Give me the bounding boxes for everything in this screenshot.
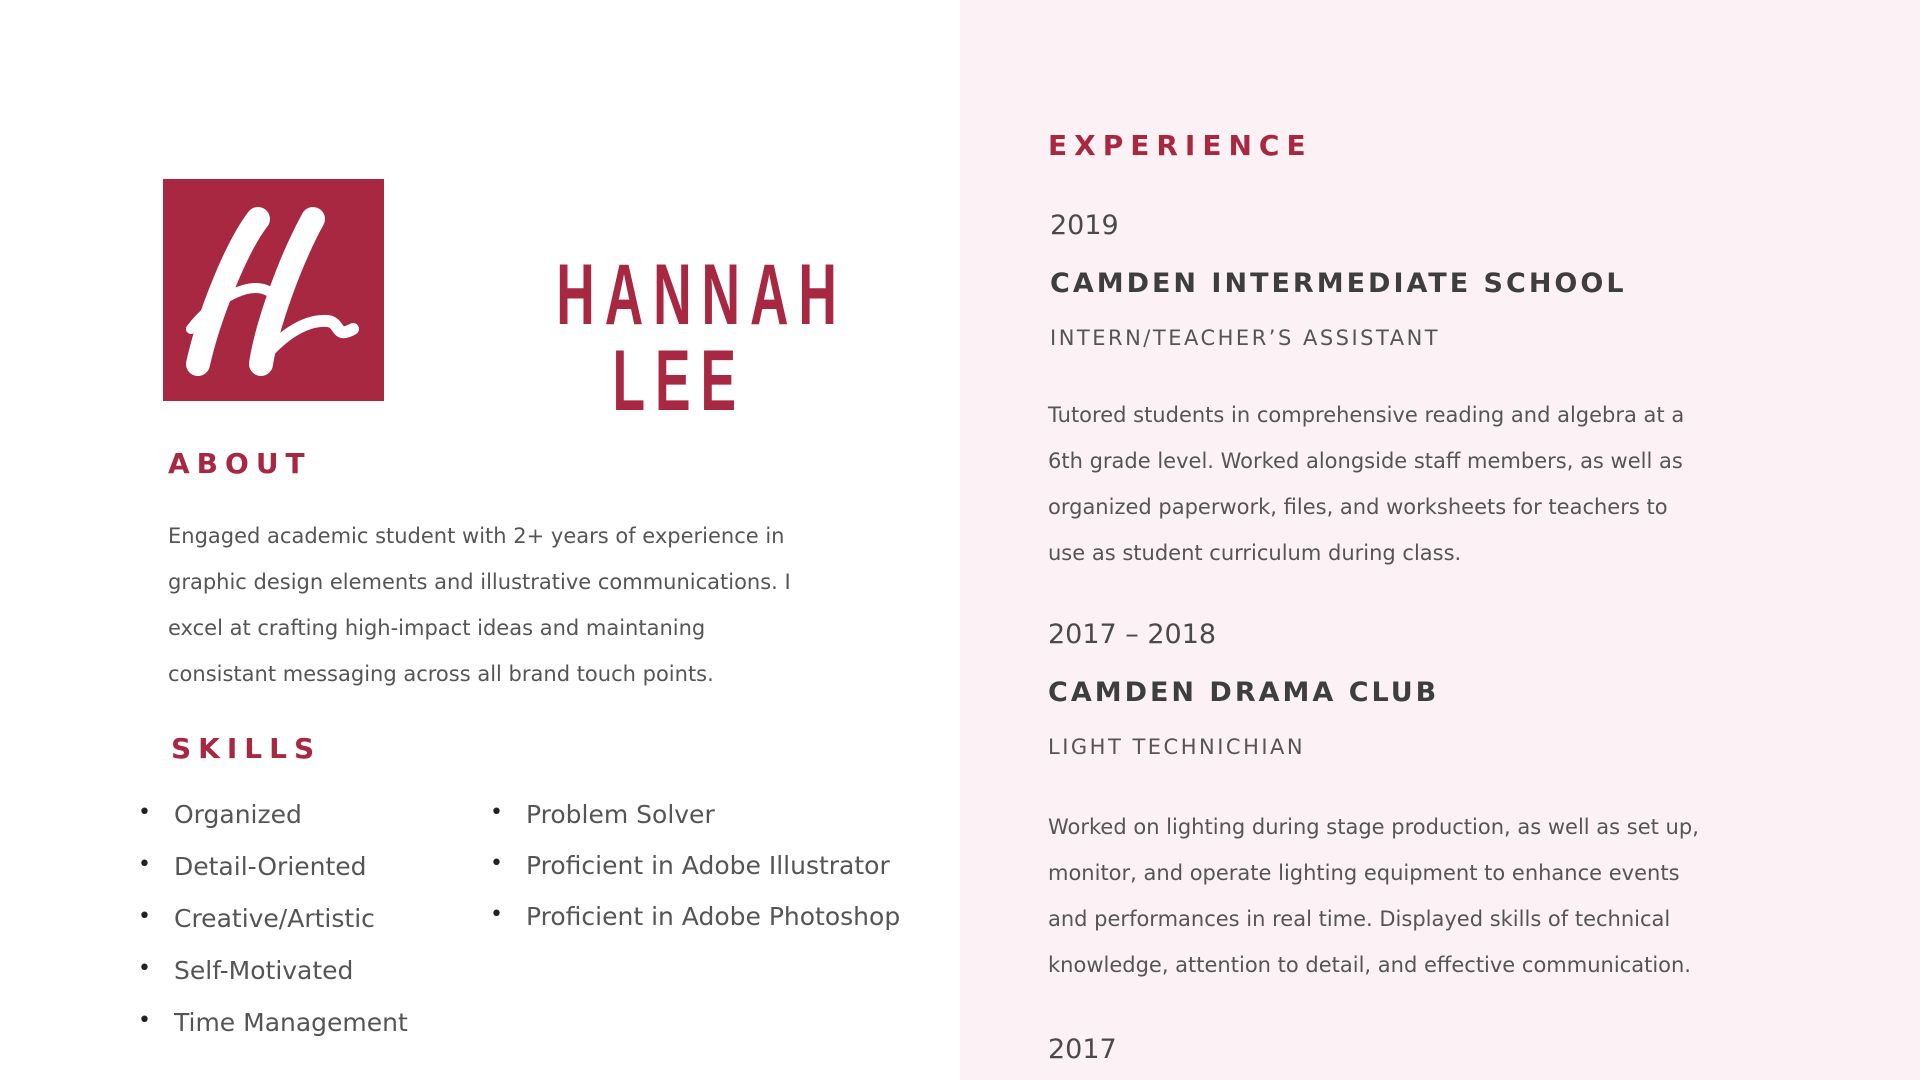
experience-year: 2019 <box>1050 210 1119 241</box>
bullet-icon: • <box>490 902 503 927</box>
about-line: graphic design elements and illustrative communications. I <box>168 570 791 594</box>
experience-role: INTERN/TEACHER’S ASSISTANT <box>1050 326 1441 350</box>
skill-item: • Proficient in Adobe Illustrator <box>490 851 890 880</box>
description-line: monitor, and operate lighting equipment to enhance events <box>1048 861 1680 885</box>
description-line: organized paperwork, files, and worksheets for teachers to <box>1048 495 1668 519</box>
bullet-icon: • <box>490 851 503 876</box>
about-line: consistant messaging across all brand touch points. <box>168 662 714 686</box>
description-line: use as student curriculum during class. <box>1048 541 1462 565</box>
experience-description <box>1048 804 1768 988</box>
name-last: LEE <box>612 333 746 429</box>
skill-item: • Detail-Oriented <box>138 852 367 881</box>
description-line: and performances in real time. Displayed skills of technical <box>1048 907 1671 931</box>
script-h-monogram-icon <box>163 179 384 401</box>
name-first: HANNAH <box>556 247 847 343</box>
experience-organization: CAMDEN INTERMEDIATE SCHOOL <box>1050 268 1627 299</box>
logo-mark <box>163 179 384 401</box>
bullet-icon: • <box>138 1008 151 1033</box>
skill-item: • Creative/Artistic <box>138 904 375 933</box>
about-line: excel at crafting high-impact ideas and maintaning <box>168 616 706 640</box>
candidate-name <box>556 247 847 429</box>
bullet-icon: • <box>138 800 151 825</box>
skill-item: • Self-Motivated <box>138 956 354 985</box>
bullet-icon: • <box>490 800 503 825</box>
experience-description <box>1048 392 1768 576</box>
skill-item: • Proficient in Adobe Photoshop <box>490 902 901 931</box>
description-line: Tutored students in comprehensive reading and algebra at a <box>1048 403 1685 427</box>
about-line: Engaged academic student with 2+ years of experience in <box>168 524 785 548</box>
experience-role: LIGHT TECHNICHIAN <box>1048 735 1306 759</box>
description-line: knowledge, attention to detail, and effective communication. <box>1048 953 1691 977</box>
experience-organization: CAMDEN DRAMA CLUB <box>1048 677 1440 708</box>
experience-year: 2017 <box>1048 1034 1117 1065</box>
bullet-icon: • <box>138 956 151 981</box>
experience-year: 2017 – 2018 <box>1048 619 1217 650</box>
skill-item: • Time Management <box>138 1008 408 1037</box>
bullet-icon: • <box>138 852 151 877</box>
description-line: 6th grade level. Worked alongside staff members, as well as <box>1048 449 1683 473</box>
bullet-icon: • <box>138 904 151 929</box>
skill-item: • Problem Solver <box>490 800 715 829</box>
skill-item: • Organized <box>138 800 302 829</box>
description-line: Worked on lighting during stage production, as well as set up, <box>1048 815 1699 839</box>
about-text <box>168 513 828 697</box>
about-heading: ABOUT <box>168 447 312 480</box>
skills-list-right <box>490 800 900 953</box>
skills-list-left <box>138 800 408 1060</box>
experience-heading: EXPERIENCE <box>1048 129 1313 162</box>
skills-heading: SKILLS <box>171 732 322 765</box>
